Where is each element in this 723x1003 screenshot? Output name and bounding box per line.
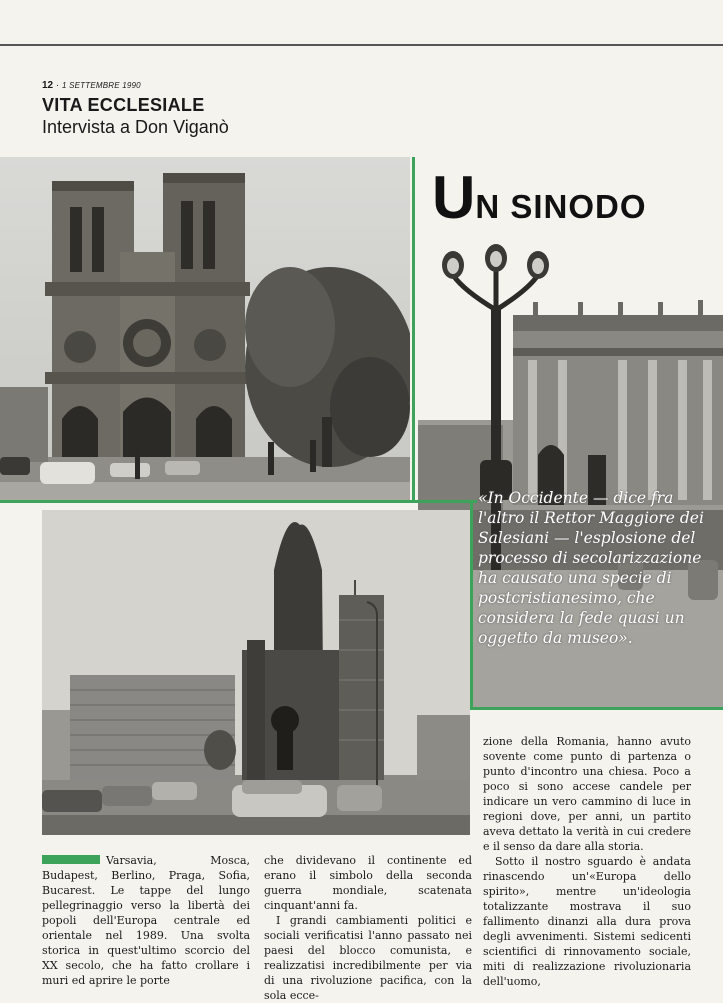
page-number: 12 <box>42 80 54 91</box>
body-paragraph: che dividevano il continente ed erano il simbolo della seconda guerra mondiale, scatenata cinquant'anni fa. <box>264 854 472 912</box>
divider-vertical-2 <box>470 500 473 710</box>
divider-vertical <box>412 157 415 502</box>
article-subtitle: Intervista a Don Viganò <box>42 117 229 137</box>
section-title: VITA ECCLESIALE <box>42 95 205 115</box>
pull-quote: «In Occidente — dice fra l'altro il Rettor Maggiore dei Salesiani — l'esplosione del processo di secolarizzazione ha causato una specie di postcristianesimo, che considera la fede quasi un oggetto da museo». <box>478 489 704 647</box>
page-separator: · <box>53 80 63 91</box>
headline-rest: N SINODO <box>475 188 647 225</box>
body-column-2 <box>264 853 472 1003</box>
divider-horizontal-2 <box>470 707 723 710</box>
photo-berlin-church <box>42 510 470 835</box>
body-column-3 <box>483 734 691 989</box>
divider-horizontal <box>0 500 477 503</box>
issue-date: 1 SETTEMBRE 1990 <box>62 81 141 90</box>
photo-notre-dame <box>0 157 410 500</box>
body-paragraph: Sotto il nostro sguardo è andata rinascendo un'«Europa dello spirito», mentre un'ideologia totalizzante mostrava il suo fallimento dinanzi alla dura prova degli avvenimenti. Sistemi sedicenti scientifici di rinnovamento sociale, miti di realizzazione rivoluzionaria dell'uomo, <box>483 855 691 988</box>
lead-marker <box>42 855 100 864</box>
headline-initial: U <box>432 164 476 231</box>
top-rule <box>0 44 723 46</box>
body-paragraph: I grandi cambiamenti politici e sociali verificatisi l'anno passato nei paesi del blocco comunista, e realizzatisi incredibilmente per via di una rivoluzione pacifica, con la sola ecce- <box>264 914 472 1002</box>
page-header <box>42 80 141 91</box>
body-paragraph: Varsavia, Mosca, Budapest, Berlino, Praga, Sofia, Bucarest. Le tappe del lungo pellegrinaggio verso la libertà dei popoli dell'Europa centrale ed orientale nel 1989. Una svolta storica in quest'ultimo scorcio del XX secolo, che ha fatto crollare i muri ed aprire le porte <box>42 854 250 987</box>
body-paragraph: zione della Romania, hanno avuto sovente come punto di partenza o punto d'incontro una chiesa. Poco a poco si sono accese candele per indicare un vero cammino di luce in regioni dove, per anni, un partito aveva dettato la verità in cui credere e il senso da dare alla storia. <box>483 735 691 853</box>
body-column-1 <box>42 853 250 988</box>
headline <box>432 164 647 231</box>
